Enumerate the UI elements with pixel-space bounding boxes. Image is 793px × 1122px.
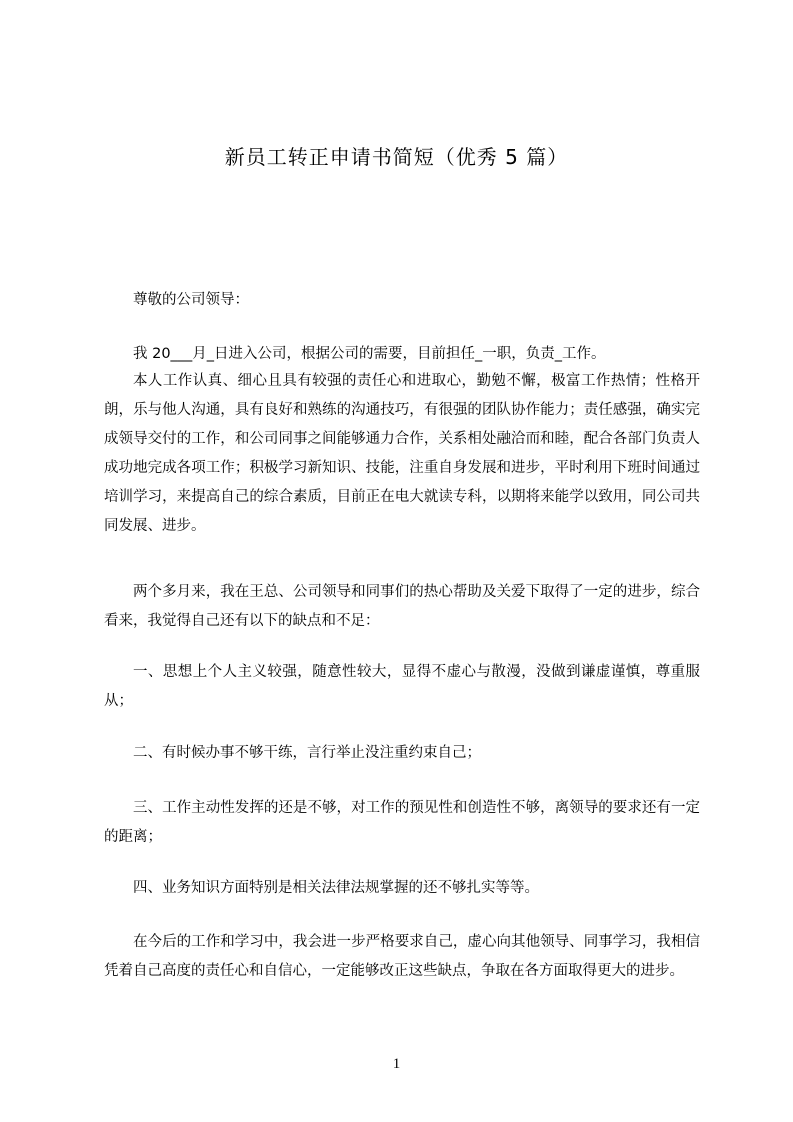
greeting: 尊敬的公司领导： xyxy=(133,292,249,308)
document-title: 新员工转正申请书简短（优秀 5 篇） xyxy=(224,145,569,169)
paragraph-future: 在今后的工作和学习中，我会进一步严格要求自己，虚心向其他领导、同事学习，我相信凭着自己高度的责任心和自信心，一定能够改正这些缺点，争取在各方面取得更大的进步。 xyxy=(104,934,700,979)
paragraph-weakness-4: 四、业务知识方面特别是相关法律法规掌握的还不够扎实等等。 xyxy=(133,880,539,896)
paragraph-self-assessment: 本人工作认真、细心且具有较强的责任心和进取心，勤勉不懈，极富工作热情；性格开朗，乐与他人沟通，具有良好和熟练的沟通技巧，有很强的团队协作能力；责任感强，确实完成领导交付的工作，和公司同事之间能够通力合作，关系相处融洽而和睦，配合各部门负责人成功地完成各项工作；积极学习新知识、技能，注重自身发展和进步，平时利用下班时间通过培训学习，来提高自己的综合素质，目前正在电大就读专科，以期将来能学以致用，同公司共同发展、进步。 xyxy=(104,373,700,534)
paragraph-intro: 我 20___月_日进入公司，根据公司的需要，目前担任_一职，负责_工作。 xyxy=(133,346,606,362)
page-number: 1 xyxy=(392,1056,401,1072)
paragraph-weakness-1: 一、思想上个人主义较强，随意性较大，显得不虚心与散漫，没做到谦虚谨慎，尊重服从； xyxy=(104,664,700,709)
paragraph-since: 两个多月来，我在王总、公司领导和同事们的热心帮助及关爱下取得了一定的进步，综合看来，我觉得自己还有以下的缺点和不足： xyxy=(104,584,700,629)
paragraph-weakness-3: 三、工作主动性发挥的还是不够，对工作的预见性和创造性不够，离领导的要求还有一定的距离； xyxy=(104,800,700,845)
paragraph-weakness-2: 二、有时候办事不够干练，言行举止没注重约束自己； xyxy=(133,745,481,761)
